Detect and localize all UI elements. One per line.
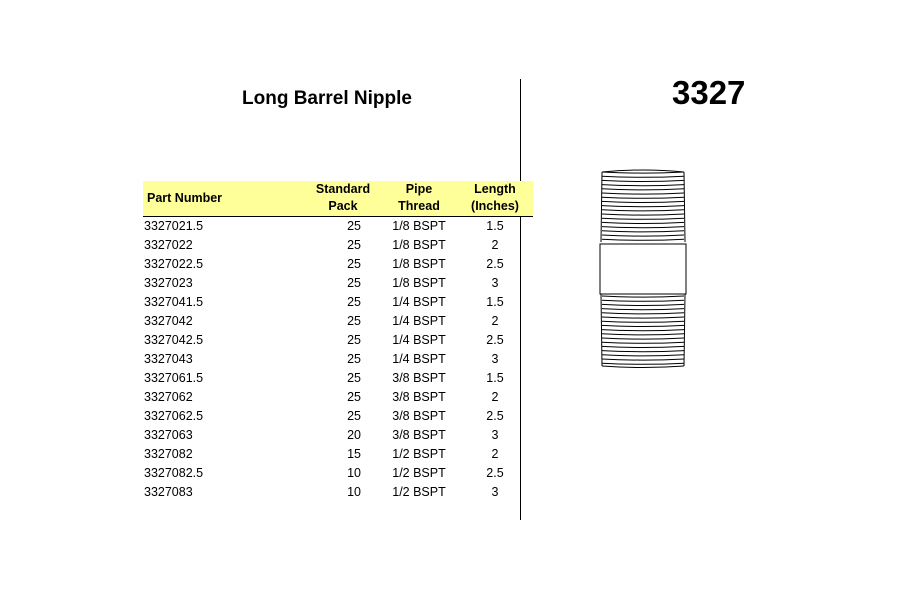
cell-standard-pack: 20	[347, 427, 361, 442]
cell-pipe-thread: 1/2 BSPT	[392, 465, 446, 480]
cell-length: 2	[491, 313, 499, 328]
cell-part-number: 3327022	[144, 237, 193, 252]
cell-part-number: 3327022.5	[144, 256, 204, 271]
cell-length: 3	[491, 427, 499, 442]
table-row	[143, 483, 533, 502]
col-header-part-number: Part Number	[143, 181, 297, 216]
cell-pipe-thread: 1/8 BSPT	[392, 256, 446, 271]
cell-standard-pack: 25	[347, 294, 361, 309]
table-row	[143, 255, 533, 274]
page-title: Long Barrel Nipple	[242, 88, 412, 109]
table-row	[143, 350, 533, 369]
cell-standard-pack: 25	[347, 370, 361, 385]
cell-part-number: 3327082	[144, 446, 193, 461]
cell-pipe-thread: 3/8 BSPT	[392, 408, 446, 423]
cell-length: 1.5	[486, 218, 504, 233]
table-row	[143, 216, 533, 236]
cell-pipe-thread: 3/8 BSPT	[392, 427, 446, 442]
table-row	[143, 388, 533, 407]
cell-standard-pack: 10	[347, 484, 361, 499]
cell-standard-pack: 25	[347, 313, 361, 328]
cell-length: 3	[491, 275, 499, 290]
cell-standard-pack: 25	[347, 218, 361, 233]
cell-length: 2.5	[486, 408, 504, 423]
table-row	[143, 369, 533, 388]
cell-part-number: 3327082.5	[144, 465, 204, 480]
col-header-standard-pack: Standard Pack	[297, 181, 381, 216]
col-header-length: Length (Inches)	[457, 181, 533, 216]
cell-part-number: 3327042	[144, 313, 193, 328]
table-row	[143, 445, 533, 464]
table-row	[143, 464, 533, 483]
col-header-pipe-thread: Pipe Thread	[381, 181, 457, 216]
cell-length: 2.5	[486, 332, 504, 347]
table-row	[143, 312, 533, 331]
cell-standard-pack: 25	[347, 351, 361, 366]
cell-pipe-thread: 1/2 BSPT	[392, 484, 446, 499]
cell-standard-pack: 25	[347, 256, 361, 271]
cell-part-number: 3327042.5	[144, 332, 204, 347]
cell-length: 1.5	[486, 370, 504, 385]
cell-length: 2.5	[486, 256, 504, 271]
cell-standard-pack: 25	[347, 408, 361, 423]
cell-length: 3	[491, 484, 499, 499]
cell-standard-pack: 25	[347, 275, 361, 290]
cell-part-number: 3327043	[144, 351, 193, 366]
cell-length: 2	[491, 237, 499, 252]
cell-pipe-thread: 1/2 BSPT	[392, 446, 446, 461]
cell-length: 2.5	[486, 465, 504, 480]
table-row	[143, 407, 533, 426]
cell-pipe-thread: 1/4 BSPT	[392, 332, 446, 347]
cell-length: 2	[491, 446, 499, 461]
cell-part-number: 3327063	[144, 427, 193, 442]
cell-part-number: 3327062.5	[144, 408, 204, 423]
table-row	[143, 293, 533, 312]
product-code: 3327	[672, 74, 746, 111]
cell-part-number: 3327083	[144, 484, 193, 499]
cell-pipe-thread: 1/8 BSPT	[392, 218, 446, 233]
table-row	[143, 274, 533, 293]
cell-pipe-thread: 3/8 BSPT	[392, 370, 446, 385]
cell-pipe-thread: 1/4 BSPT	[392, 313, 446, 328]
cell-length: 3	[491, 351, 499, 366]
parts-table	[143, 181, 533, 502]
cell-part-number: 3327021.5	[144, 218, 204, 233]
cell-length: 1.5	[486, 294, 504, 309]
cell-standard-pack: 25	[347, 332, 361, 347]
cell-part-number: 3327061.5	[144, 370, 204, 385]
table-row	[143, 331, 533, 350]
cell-standard-pack: 10	[347, 465, 361, 480]
table-header-row	[143, 181, 533, 216]
cell-length: 2	[491, 389, 499, 404]
table-row	[143, 426, 533, 445]
cell-part-number: 3327062	[144, 389, 193, 404]
cell-pipe-thread: 1/4 BSPT	[392, 351, 446, 366]
cell-pipe-thread: 1/8 BSPT	[392, 275, 446, 290]
cell-standard-pack: 25	[347, 389, 361, 404]
threaded-pipe-nipple-icon	[596, 168, 690, 370]
cell-part-number: 3327023	[144, 275, 193, 290]
cell-pipe-thread: 1/8 BSPT	[392, 237, 446, 252]
cell-part-number: 3327041.5	[144, 294, 204, 309]
table-row	[143, 236, 533, 255]
cell-standard-pack: 15	[347, 446, 361, 461]
cell-standard-pack: 25	[347, 237, 361, 252]
cell-pipe-thread: 1/4 BSPT	[392, 294, 446, 309]
cell-pipe-thread: 3/8 BSPT	[392, 389, 446, 404]
